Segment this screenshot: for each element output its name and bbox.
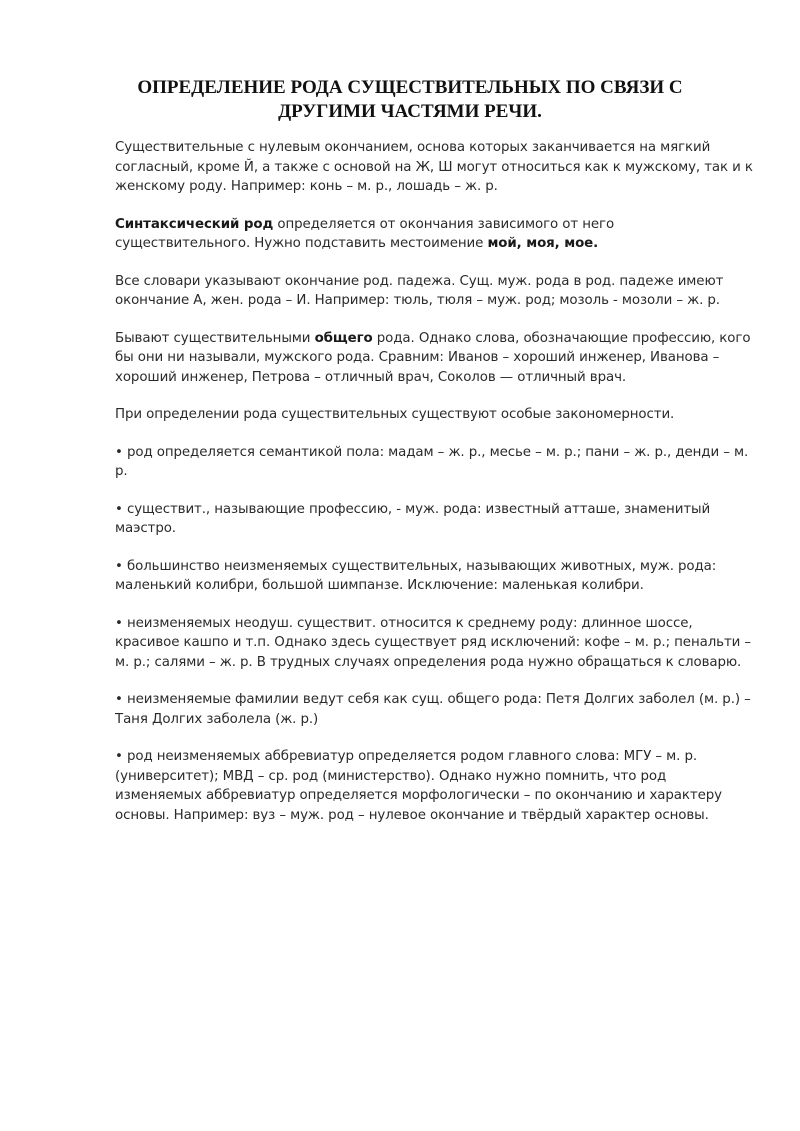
- bullet-4-line-1: • неизменяемых неодуш. существит. относится к среднему роду: длинное шоссе,: [115, 615, 693, 631]
- paragraph-1-line-2: согласный, кроме Й, а также с основой на Ж, Ш могут относиться как к мужскому, так и к: [115, 159, 753, 175]
- bullet-6-line-4: основы. Например: вуз – муж. род – нулевое окончание и твёрдый характер основы.: [115, 807, 709, 823]
- bullet-item-5: [115, 690, 755, 729]
- bullet-item-1: [115, 443, 755, 482]
- bullet-1-line-1: • род определяется семантикой пола: мадам – ж. р., месье – м. р.; пани – ж. р., денди – м.: [115, 444, 749, 460]
- bullet-1-line-2: р.: [115, 464, 128, 479]
- bullet-5-line-1: • неизменяемые фамилии ведут себя как сущ. общего рода: Петя Долгих заболел (м. р.) –: [115, 692, 751, 707]
- paragraph-1-line-1: Существительные с нулевым окончанием, основа которых заканчивается на мягкий: [115, 140, 711, 155]
- paragraph-4-line-3: хороший инженер, Петрова – отличный врач, Соколов — отличный врач.: [115, 369, 627, 385]
- paragraph-1-line-3: женскому роду. Например: конь – м. р., лошадь – ж. р.: [115, 179, 498, 194]
- bullet-6-line-2: (университет); МВД – ср. род (министерство). Однако нужно помнить, что род: [115, 768, 667, 784]
- paragraph-4: [115, 329, 755, 388]
- paragraph-4-line-1: [115, 329, 755, 349]
- bullet-item-2: [115, 500, 755, 539]
- paragraph-5: [115, 405, 755, 425]
- bullet-6-line-3: изменяемых аббревиатур определяется морфологически – по окончанию и характеру: [115, 788, 722, 803]
- document-title: [115, 76, 705, 124]
- paragraph-2-line-1: [115, 215, 755, 235]
- term-common-gender: общего: [314, 330, 373, 346]
- paragraph-1: [115, 138, 755, 197]
- bullet-4-line-3: м. р.; салями – ж. р. В трудных случаях определения рода нужно обращаться к словарю.: [115, 654, 742, 670]
- term-syntactic-gender: Синтаксический род: [115, 216, 274, 232]
- bullet-2-line-1: • существит., называющие профессию, - муж. рода: известный атташе, знаменитый: [115, 501, 711, 517]
- title-line-1: ОПРЕДЕЛЕНИЕ РОДА СУЩЕСТВИТЕЛЬНЫХ ПО СВЯЗИ С: [137, 77, 683, 98]
- bullet-item-6: [115, 747, 755, 825]
- bullet-item-3: [115, 557, 755, 596]
- paragraph-4-line-1-start: Бывают существительными: [115, 330, 315, 346]
- document-body: [115, 138, 755, 843]
- bullet-4-line-2: красивое кашпо и т.п. Однако здесь существует ряд исключений: кофе – м. р.; пенальти –: [115, 635, 752, 650]
- bullet-2-line-2: маэстро.: [115, 521, 176, 536]
- bullet-item-4: [115, 614, 755, 673]
- paragraph-5-line-1: При определении рода существительных существуют особые закономерности.: [115, 407, 675, 422]
- paragraph-3: [115, 272, 755, 311]
- paragraph-2-line-2: [115, 234, 755, 254]
- paragraph-3-line-2: окончание А, жен. рода – И. Например: тюль, тюля – муж. род; мозоль - мозоли – ж. р.: [115, 293, 720, 308]
- paragraph-2-line-1-rest: определяется от окончания зависимого от него: [273, 216, 615, 232]
- bullet-3-line-1: • большинство неизменяемых существительных, называющих животных, муж. рода:: [115, 558, 717, 574]
- bullet-3-line-2: маленький колибри, большой шимпанзе. Исключение: маленькая колибри.: [115, 578, 644, 593]
- paragraph-4-line-1-rest: рода. Однако слова, обозначающие профессию, кого: [372, 330, 751, 346]
- pronouns-emphasis: мой, моя, мое.: [487, 236, 599, 251]
- bullet-5-line-2: Таня Долгих заболела (ж. р.): [115, 711, 319, 727]
- paragraph-4-line-2: бы они ни называли, мужского рода. Сравним: Иванов – хороший инженер, Иванова –: [115, 350, 720, 365]
- paragraph-2-line-2-start: существительного. Нужно подставить местоимение: [115, 236, 488, 251]
- title-line-2: ДРУГИМИ ЧАСТЯМИ РЕЧИ.: [278, 101, 542, 122]
- paragraph-3-line-1: Все словари указывают окончание род. падежа. Сущ. муж. рода в род. падеже имеют: [115, 273, 724, 289]
- bullet-6-line-1: • род неизменяемых аббревиатур определяется родом главного слова: МГУ – м. р.: [115, 749, 698, 764]
- paragraph-2: [115, 215, 755, 254]
